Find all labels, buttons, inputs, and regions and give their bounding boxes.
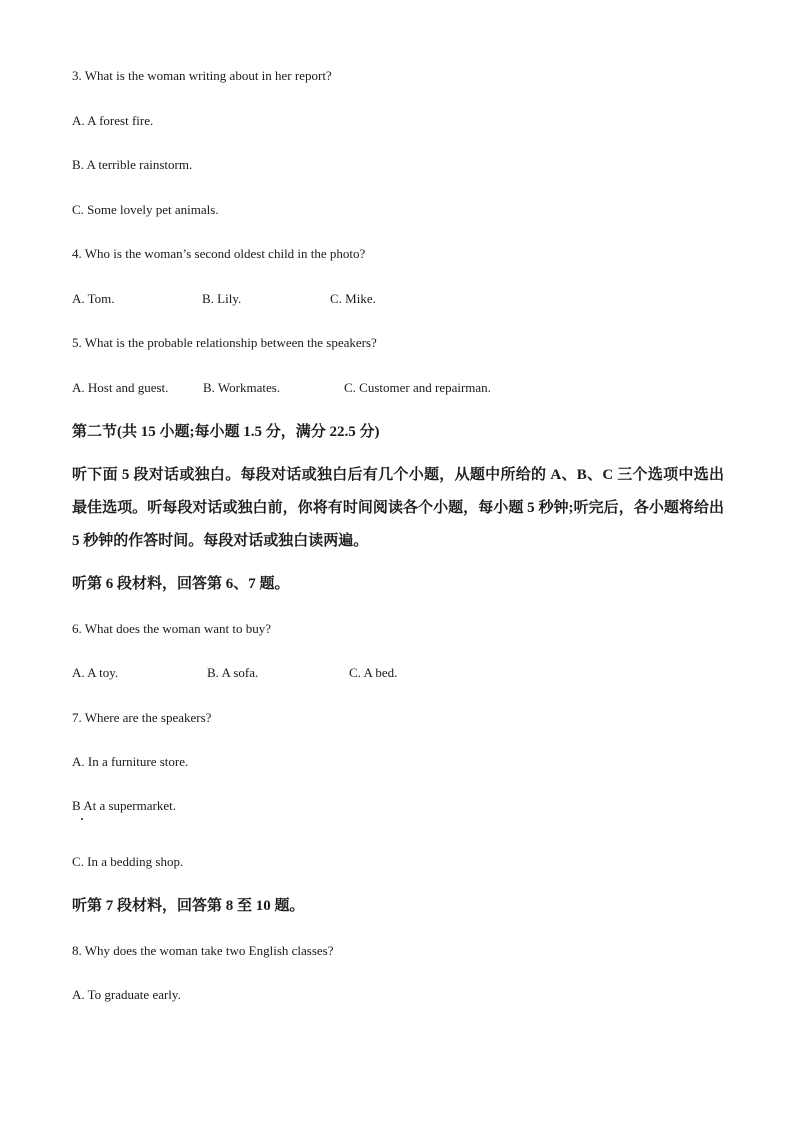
q3-option-c: C. Some lovely pet animals.: [72, 202, 219, 217]
question-6: 6. What does the woman want to buy?: [72, 621, 272, 636]
q6-option-a: A. A toy.: [72, 665, 119, 680]
q7-option-c: C. In a bedding shop.: [72, 854, 184, 869]
q7-option-b: B At a supermarket.: [72, 798, 176, 813]
q5-option-b: B. Workmates.: [203, 380, 281, 395]
question-4: 4. Who is the woman’s second oldest child in the photo?: [72, 246, 366, 261]
q4-options: [72, 291, 672, 307]
q5-options: [72, 380, 672, 396]
section-2-instructions: 听下面 5 段对话或独白。每段对话或独白后有几个小题，从题中所给的 A、B、C 三个选项中选出最佳选项。听每段对话或独白前，你将有时间阅读各个小题，每小题 5 秒钟;听完后，各小题将给出 5 秒钟的作答时间。每段对话或独白读两遍。: [72, 467, 724, 549]
q6-options: [72, 665, 672, 681]
q3-option-a: A. A forest fire.: [72, 113, 154, 128]
q5-option-a: A. Host and guest.: [72, 380, 169, 395]
question-5: 5. What is the probable relationship between the speakers?: [72, 335, 377, 350]
q8-option-a: A. To graduate early.: [72, 987, 181, 1002]
q3-option-b: B. A terrible rainstorm.: [72, 157, 193, 172]
q4-option-b: B. Lily.: [202, 291, 242, 306]
material-7-heading: 听第 7 段材料，回答第 8 至 10 题。: [72, 898, 305, 914]
section-2-heading: 第二节(共 15 小题;每小题 1.5 分，满分 22.5 分): [72, 424, 380, 440]
q5-option-c: C. Customer and repairman.: [344, 380, 491, 395]
material-6-heading: 听第 6 段材料，回答第 6、7 题。: [72, 576, 290, 592]
q7-option-a: A. In a furniture store.: [72, 754, 189, 769]
q6-option-b: B. A sofa.: [207, 665, 259, 680]
q6-option-c: C. A bed.: [349, 665, 398, 680]
question-3: 3. What is the woman writing about in her report?: [72, 68, 332, 83]
q4-option-c: C. Mike.: [330, 291, 376, 306]
stray-dot-mark: [81, 818, 83, 820]
question-7: 7. Where are the speakers?: [72, 710, 212, 725]
question-8: 8. Why does the woman take two English classes?: [72, 943, 334, 958]
q4-option-a: A. Tom.: [72, 291, 115, 306]
